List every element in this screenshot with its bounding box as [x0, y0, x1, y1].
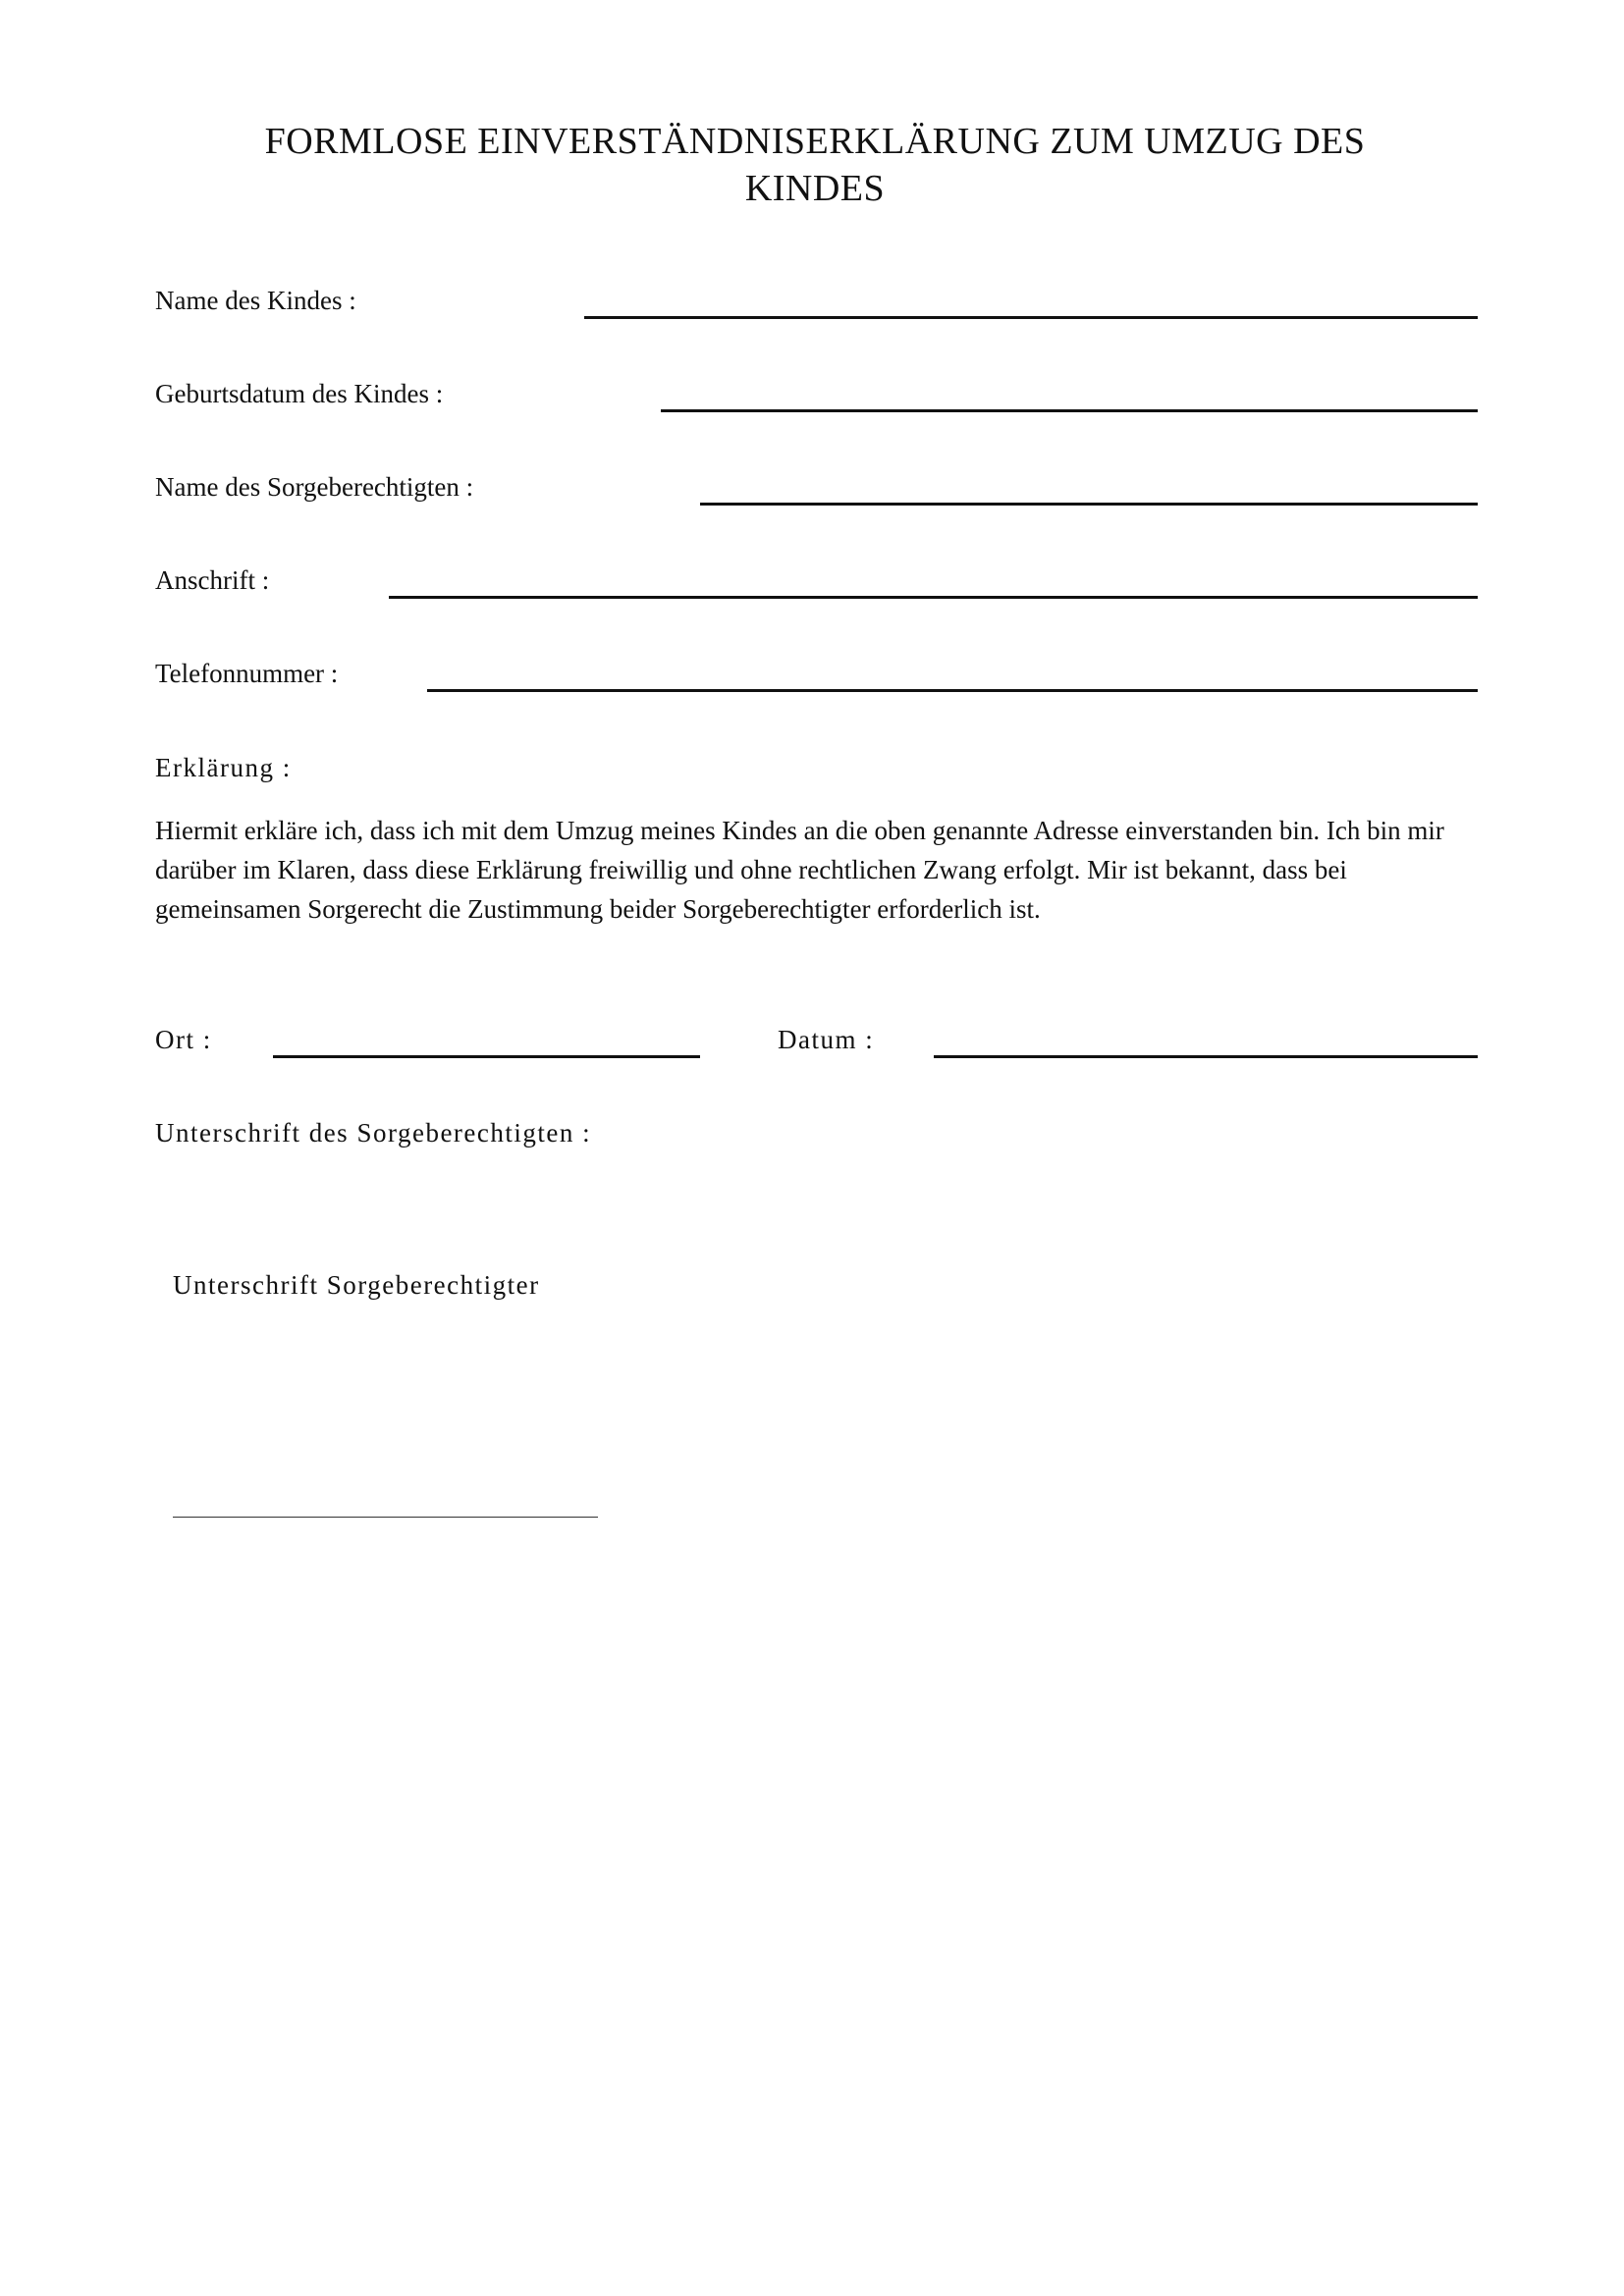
guardian-name-field[interactable] — [700, 503, 1478, 506]
child-name-label: Name des Kindes : — [155, 286, 356, 315]
address-field[interactable] — [389, 596, 1478, 599]
date-label: Datum : — [778, 1025, 875, 1054]
birthdate-field[interactable] — [661, 409, 1478, 412]
date-field[interactable] — [934, 1055, 1478, 1058]
place-field[interactable] — [273, 1055, 700, 1058]
address-label: Anschrift : — [155, 565, 270, 595]
signature-section-label: Unterschrift des Sorgeberechtigten : — [155, 1118, 592, 1148]
phone-field[interactable] — [427, 689, 1478, 692]
phone-label: Telefonnummer : — [155, 659, 339, 688]
declaration-text: Hiermit erkläre ich, dass ich mit dem Umzug meines Kindes an die oben genannte Adresse einverstanden bin. Ich bin mir darüber im Klaren, dass diese Erklärung freiwillig und ohne rechtlichen Zwang erfolgt. Mir ist bekannt, dass bei gemeinsamen Sorgerecht die Zustimmung beider Sorgeberechtigter erforderlich ist. — [155, 816, 1444, 924]
guardian-name-label: Name des Sorgeberechtigten : — [155, 472, 474, 502]
birthdate-label: Geburtsdatum des Kindes : — [155, 379, 444, 408]
declaration-heading: Erklärung : — [155, 753, 292, 782]
signature-line[interactable] — [173, 1517, 598, 1518]
document-title: FORMLOSE EINVERSTÄNDNISERKLÄRUNG ZUM UMZUG DES KINDES — [264, 121, 1366, 209]
place-label: Ort : — [155, 1025, 212, 1054]
child-name-field[interactable] — [584, 316, 1478, 319]
signature-caption: Unterschrift Sorgeberechtigter — [173, 1270, 540, 1300]
